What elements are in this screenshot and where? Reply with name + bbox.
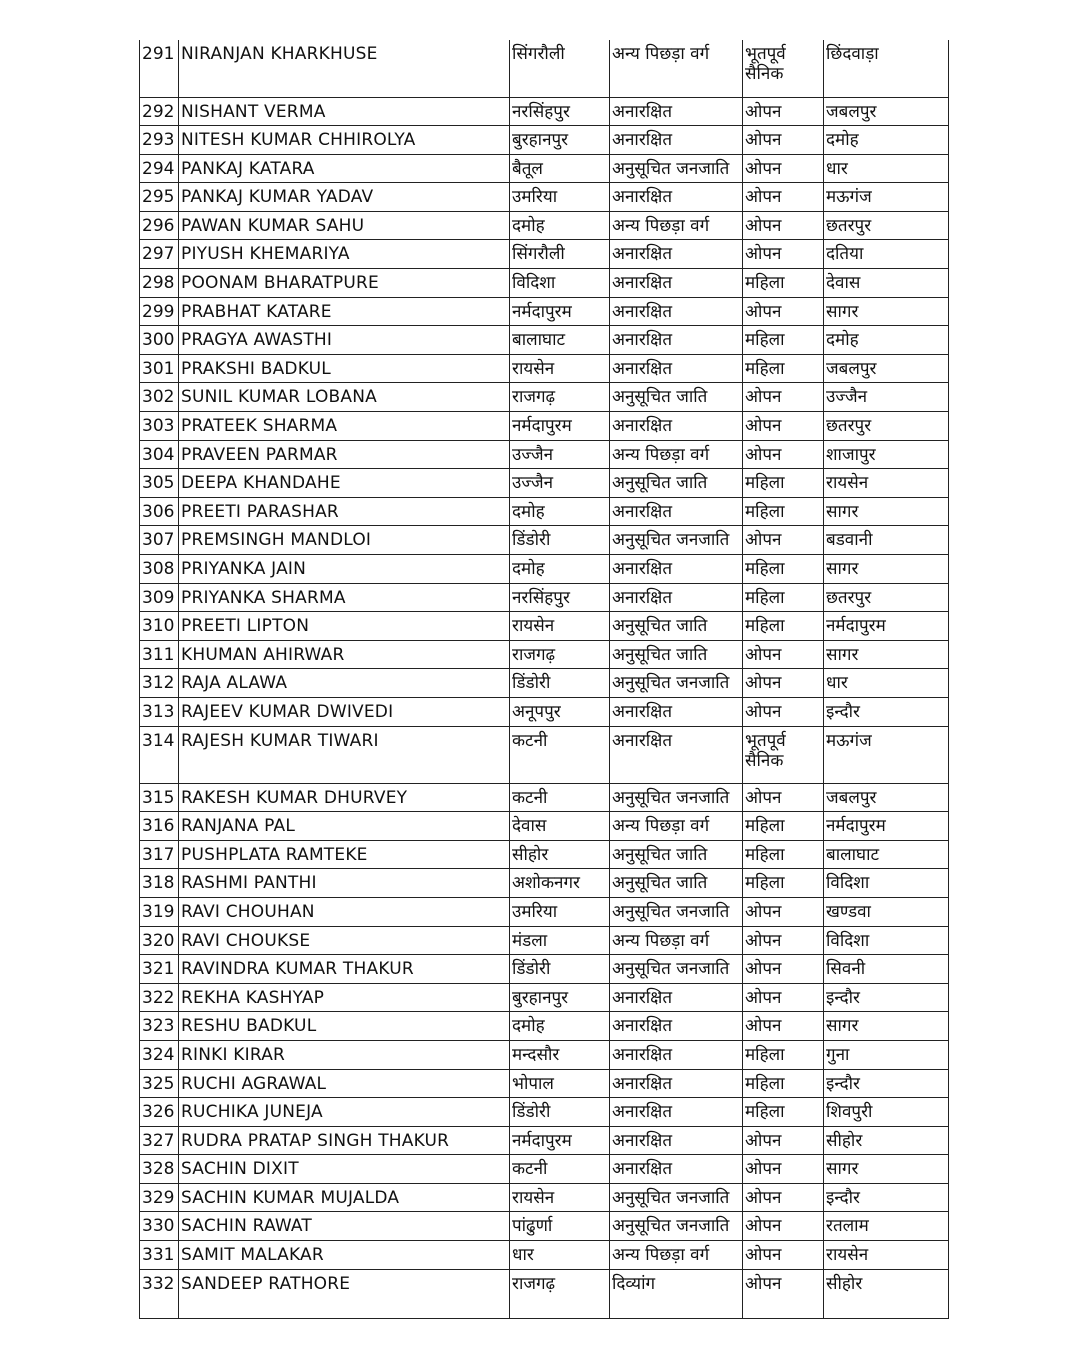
allotted-district-cell: मऊगंज bbox=[824, 183, 949, 212]
category-cell: अन्य पिछड़ा वर्ग bbox=[610, 926, 743, 955]
district-cell: डिंडोरी bbox=[510, 955, 610, 984]
subcategory-cell: ओपन bbox=[743, 1269, 824, 1318]
allotted-district-cell: जबलपुर bbox=[824, 354, 949, 383]
subcategory-cell: महिला bbox=[743, 269, 824, 298]
district-cell: उमरिया bbox=[510, 897, 610, 926]
district-cell: रायसेन bbox=[510, 612, 610, 641]
category-cell: अनुसूचित जनजाति bbox=[610, 783, 743, 812]
category-cell: अनुसूचित जाति bbox=[610, 612, 743, 641]
serial-number-cell: 312 bbox=[140, 669, 179, 698]
category-cell: अनुसूचित जनजाति bbox=[610, 897, 743, 926]
subcategory-cell: ओपन bbox=[743, 97, 824, 126]
candidate-name-cell: PRAKSHI BADKUL bbox=[179, 354, 510, 383]
allotted-district-cell: सागर bbox=[824, 1012, 949, 1041]
table-row bbox=[140, 354, 949, 383]
table-row bbox=[140, 983, 949, 1012]
category-cell: अनुसूचित जनजाति bbox=[610, 669, 743, 698]
serial-number-cell: 309 bbox=[140, 583, 179, 612]
district-cell: उमरिया bbox=[510, 183, 610, 212]
candidate-name-cell: REKHA KASHYAP bbox=[179, 983, 510, 1012]
serial-number-cell: 303 bbox=[140, 412, 179, 441]
candidate-name-cell: NISHANT VERMA bbox=[179, 97, 510, 126]
table-row bbox=[140, 555, 949, 584]
district-cell: बुरहानपुर bbox=[510, 983, 610, 1012]
serial-number-cell: 300 bbox=[140, 326, 179, 355]
district-cell: पांढुर्णा bbox=[510, 1212, 610, 1241]
serial-number-cell: 317 bbox=[140, 840, 179, 869]
category-cell: अनुसूचित जाति bbox=[610, 869, 743, 898]
category-cell: अन्य पिछड़ा वर्ग bbox=[610, 40, 743, 97]
serial-number-cell: 311 bbox=[140, 640, 179, 669]
serial-number-cell: 332 bbox=[140, 1269, 179, 1318]
subcategory-cell: ओपन bbox=[743, 126, 824, 155]
category-cell: अनारक्षित bbox=[610, 354, 743, 383]
table-row bbox=[140, 669, 949, 698]
serial-number-cell: 331 bbox=[140, 1241, 179, 1270]
district-cell: कटनी bbox=[510, 783, 610, 812]
subcategory-cell: महिला bbox=[743, 497, 824, 526]
district-cell: नरसिंहपुर bbox=[510, 583, 610, 612]
allotted-district-cell: दतिया bbox=[824, 240, 949, 269]
allotted-district-cell: छतरपुर bbox=[824, 211, 949, 240]
serial-number-cell: 294 bbox=[140, 154, 179, 183]
subcategory-cell: ओपन bbox=[743, 669, 824, 698]
district-cell: विदिशा bbox=[510, 269, 610, 298]
table-row bbox=[140, 897, 949, 926]
table-row bbox=[140, 97, 949, 126]
category-cell: अनारक्षित bbox=[610, 412, 743, 441]
serial-number-cell: 304 bbox=[140, 440, 179, 469]
serial-number-cell: 297 bbox=[140, 240, 179, 269]
allotted-district-cell: सागर bbox=[824, 1155, 949, 1184]
category-cell: अनुसूचित जनजाति bbox=[610, 955, 743, 984]
candidate-name-cell: SACHIN KUMAR MUJALDA bbox=[179, 1183, 510, 1212]
subcategory-cell: ओपन bbox=[743, 1126, 824, 1155]
subcategory-cell: ओपन bbox=[743, 640, 824, 669]
table-row bbox=[140, 869, 949, 898]
subcategory-cell: महिला bbox=[743, 612, 824, 641]
district-cell: डिंडोरी bbox=[510, 669, 610, 698]
allotted-district-cell: सागर bbox=[824, 555, 949, 584]
table-row bbox=[140, 697, 949, 726]
table-row bbox=[140, 583, 949, 612]
category-cell: अनुसूचित जनजाति bbox=[610, 1212, 743, 1241]
category-cell: अन्य पिछड़ा वर्ग bbox=[610, 1241, 743, 1270]
district-cell: बालाघाट bbox=[510, 326, 610, 355]
serial-number-cell: 307 bbox=[140, 526, 179, 555]
district-cell: दमोह bbox=[510, 1012, 610, 1041]
district-cell: कटनी bbox=[510, 726, 610, 783]
subcategory-cell: ओपन bbox=[743, 211, 824, 240]
district-cell: सीहोर bbox=[510, 840, 610, 869]
candidate-table-body bbox=[140, 40, 949, 1318]
table-row bbox=[140, 1040, 949, 1069]
subcategory-cell: महिला bbox=[743, 1040, 824, 1069]
subcategory-cell: महिला bbox=[743, 326, 824, 355]
serial-number-cell: 313 bbox=[140, 697, 179, 726]
candidate-name-cell: RANJANA PAL bbox=[179, 812, 510, 841]
serial-number-cell: 314 bbox=[140, 726, 179, 783]
category-cell: अनारक्षित bbox=[610, 126, 743, 155]
category-cell: अनुसूचित जनजाति bbox=[610, 1183, 743, 1212]
category-cell: अनारक्षित bbox=[610, 1155, 743, 1184]
category-cell: अनुसूचित जाति bbox=[610, 640, 743, 669]
serial-number-cell: 328 bbox=[140, 1155, 179, 1184]
category-cell: अनारक्षित bbox=[610, 269, 743, 298]
table-row bbox=[140, 612, 949, 641]
serial-number-cell: 329 bbox=[140, 1183, 179, 1212]
serial-number-cell: 302 bbox=[140, 383, 179, 412]
district-cell: मन्दसौर bbox=[510, 1040, 610, 1069]
district-cell: नर्मदापुरम bbox=[510, 412, 610, 441]
serial-number-cell: 299 bbox=[140, 297, 179, 326]
candidate-name-cell: PREMSINGH MANDLOI bbox=[179, 526, 510, 555]
allotted-district-cell: सिवनी bbox=[824, 955, 949, 984]
category-cell: अनुसूचित जाति bbox=[610, 840, 743, 869]
allotted-district-cell: बालाघाट bbox=[824, 840, 949, 869]
category-cell: अन्य पिछड़ा वर्ग bbox=[610, 812, 743, 841]
subcategory-cell: ओपन bbox=[743, 154, 824, 183]
table-row bbox=[140, 812, 949, 841]
allotted-district-cell: सागर bbox=[824, 640, 949, 669]
category-cell: अनारक्षित bbox=[610, 1098, 743, 1127]
candidate-name-cell: PREETI LIPTON bbox=[179, 612, 510, 641]
candidate-name-cell: PRIYANKA SHARMA bbox=[179, 583, 510, 612]
district-cell: रायसेन bbox=[510, 1183, 610, 1212]
serial-number-cell: 316 bbox=[140, 812, 179, 841]
subcategory-cell: महिला bbox=[743, 583, 824, 612]
district-cell: मंडला bbox=[510, 926, 610, 955]
subcategory-cell: ओपन bbox=[743, 783, 824, 812]
category-cell: अनारक्षित bbox=[610, 1126, 743, 1155]
category-cell: अनुसूचित जाति bbox=[610, 383, 743, 412]
candidate-name-cell: SAMIT MALAKAR bbox=[179, 1241, 510, 1270]
allotted-district-cell: जबलपुर bbox=[824, 97, 949, 126]
table-row bbox=[140, 1126, 949, 1155]
candidate-name-cell: PAWAN KUMAR SAHU bbox=[179, 211, 510, 240]
category-cell: अनारक्षित bbox=[610, 583, 743, 612]
serial-number-cell: 327 bbox=[140, 1126, 179, 1155]
candidate-name-cell: PIYUSH KHEMARIYA bbox=[179, 240, 510, 269]
candidate-name-cell: KHUMAN AHIRWAR bbox=[179, 640, 510, 669]
subcategory-cell: महिला bbox=[743, 469, 824, 498]
allotted-district-cell: देवास bbox=[824, 269, 949, 298]
table-row bbox=[140, 297, 949, 326]
candidate-name-cell: NIRANJAN KHARKHUSE bbox=[179, 40, 510, 97]
allotted-district-cell: जबलपुर bbox=[824, 783, 949, 812]
serial-number-cell: 324 bbox=[140, 1040, 179, 1069]
candidate-name-cell: PRABHAT KATARE bbox=[179, 297, 510, 326]
subcategory-cell: महिला bbox=[743, 354, 824, 383]
serial-number-cell: 301 bbox=[140, 354, 179, 383]
subcategory-cell: महिला bbox=[743, 555, 824, 584]
serial-number-cell: 293 bbox=[140, 126, 179, 155]
allotted-district-cell: धार bbox=[824, 669, 949, 698]
serial-number-cell: 326 bbox=[140, 1098, 179, 1127]
allotted-district-cell: इन्दौर bbox=[824, 1069, 949, 1098]
category-cell: अनुसूचित जाति bbox=[610, 469, 743, 498]
candidate-name-cell: PRATEEK SHARMA bbox=[179, 412, 510, 441]
serial-number-cell: 330 bbox=[140, 1212, 179, 1241]
table-row bbox=[140, 269, 949, 298]
allotted-district-cell: सागर bbox=[824, 497, 949, 526]
allotted-district-cell: नर्मदापुरम bbox=[824, 612, 949, 641]
serial-number-cell: 296 bbox=[140, 211, 179, 240]
candidate-name-cell: RASHMI PANTHI bbox=[179, 869, 510, 898]
table-row bbox=[140, 40, 949, 97]
allotted-district-cell: गुना bbox=[824, 1040, 949, 1069]
district-cell: देवास bbox=[510, 812, 610, 841]
subcategory-cell: ओपन bbox=[743, 240, 824, 269]
category-cell: अनारक्षित bbox=[610, 297, 743, 326]
allotted-district-cell: उज्जैन bbox=[824, 383, 949, 412]
subcategory-cell: ओपन bbox=[743, 955, 824, 984]
district-cell: डिंडोरी bbox=[510, 526, 610, 555]
candidate-name-cell: RAVI CHOUHAN bbox=[179, 897, 510, 926]
district-cell: बैतूल bbox=[510, 154, 610, 183]
table-row bbox=[140, 240, 949, 269]
category-cell: अनारक्षित bbox=[610, 1040, 743, 1069]
allotted-district-cell: सीहोर bbox=[824, 1126, 949, 1155]
district-cell: अशोकनगर bbox=[510, 869, 610, 898]
table-row bbox=[140, 126, 949, 155]
allotted-district-cell: विदिशा bbox=[824, 869, 949, 898]
candidate-name-cell: RAVI CHOUKSE bbox=[179, 926, 510, 955]
subcategory-cell: ओपन bbox=[743, 926, 824, 955]
candidate-name-cell: PANKAJ KATARA bbox=[179, 154, 510, 183]
allotted-district-cell: दमोह bbox=[824, 126, 949, 155]
candidate-table bbox=[139, 40, 949, 1319]
district-cell: सिंगरौली bbox=[510, 40, 610, 97]
table-row bbox=[140, 783, 949, 812]
subcategory-cell: ओपन bbox=[743, 1241, 824, 1270]
serial-number-cell: 308 bbox=[140, 555, 179, 584]
allotted-district-cell: रायसेन bbox=[824, 469, 949, 498]
table-row bbox=[140, 526, 949, 555]
table-row bbox=[140, 955, 949, 984]
serial-number-cell: 295 bbox=[140, 183, 179, 212]
table-row bbox=[140, 469, 949, 498]
category-cell: अनुसूचित जनजाति bbox=[610, 154, 743, 183]
subcategory-cell: भूतपूर्व सैनिक bbox=[743, 726, 824, 783]
district-cell: राजगढ़ bbox=[510, 383, 610, 412]
category-cell: अनारक्षित bbox=[610, 983, 743, 1012]
district-cell: नर्मदापुरम bbox=[510, 1126, 610, 1155]
candidate-name-cell: SUNIL KUMAR LOBANA bbox=[179, 383, 510, 412]
category-cell: अनारक्षित bbox=[610, 497, 743, 526]
candidate-name-cell: PREETI PARASHAR bbox=[179, 497, 510, 526]
table-row bbox=[140, 1155, 949, 1184]
district-cell: रायसेन bbox=[510, 354, 610, 383]
candidate-name-cell: DEEPA KHANDAHE bbox=[179, 469, 510, 498]
subcategory-cell: ओपन bbox=[743, 1183, 824, 1212]
allotted-district-cell: छतरपुर bbox=[824, 412, 949, 441]
serial-number-cell: 325 bbox=[140, 1069, 179, 1098]
candidate-name-cell: RUCHIKA JUNEJA bbox=[179, 1098, 510, 1127]
district-cell: दमोह bbox=[510, 211, 610, 240]
subcategory-cell: महिला bbox=[743, 1069, 824, 1098]
candidate-name-cell: RUCHI AGRAWAL bbox=[179, 1069, 510, 1098]
serial-number-cell: 315 bbox=[140, 783, 179, 812]
category-cell: अनारक्षित bbox=[610, 240, 743, 269]
serial-number-cell: 318 bbox=[140, 869, 179, 898]
allotted-district-cell: धार bbox=[824, 154, 949, 183]
candidate-name-cell: SACHIN RAWAT bbox=[179, 1212, 510, 1241]
table-row bbox=[140, 1069, 949, 1098]
subcategory-cell: ओपन bbox=[743, 297, 824, 326]
category-cell: अनारक्षित bbox=[610, 1012, 743, 1041]
table-row bbox=[140, 440, 949, 469]
district-cell: उज्जैन bbox=[510, 469, 610, 498]
candidate-name-cell: POONAM BHARATPURE bbox=[179, 269, 510, 298]
subcategory-cell: महिला bbox=[743, 1098, 824, 1127]
category-cell: अनारक्षित bbox=[610, 555, 743, 584]
table-row bbox=[140, 1098, 949, 1127]
table-row bbox=[140, 1241, 949, 1270]
candidate-name-cell: PUSHPLATA RAMTEKE bbox=[179, 840, 510, 869]
category-cell: अनारक्षित bbox=[610, 697, 743, 726]
allotted-district-cell: बडवानी bbox=[824, 526, 949, 555]
candidate-name-cell: SACHIN DIXIT bbox=[179, 1155, 510, 1184]
category-cell: अनारक्षित bbox=[610, 183, 743, 212]
subcategory-cell: ओपन bbox=[743, 183, 824, 212]
district-cell: बुरहानपुर bbox=[510, 126, 610, 155]
serial-number-cell: 306 bbox=[140, 497, 179, 526]
serial-number-cell: 321 bbox=[140, 955, 179, 984]
subcategory-cell: ओपन bbox=[743, 897, 824, 926]
candidate-name-cell: SANDEEP RATHORE bbox=[179, 1269, 510, 1318]
subcategory-cell: भूतपूर्व सैनिक bbox=[743, 40, 824, 97]
candidate-name-cell: RAVINDRA KUMAR THAKUR bbox=[179, 955, 510, 984]
table-row bbox=[140, 412, 949, 441]
table-row bbox=[140, 1269, 949, 1318]
allotted-district-cell: खण्डवा bbox=[824, 897, 949, 926]
serial-number-cell: 292 bbox=[140, 97, 179, 126]
candidate-name-cell: RAJEEV KUMAR DWIVEDI bbox=[179, 697, 510, 726]
serial-number-cell: 319 bbox=[140, 897, 179, 926]
candidate-name-cell: PRAGYA AWASTHI bbox=[179, 326, 510, 355]
candidate-name-cell: RUDRA PRATAP SINGH THAKUR bbox=[179, 1126, 510, 1155]
district-cell: नरसिंहपुर bbox=[510, 97, 610, 126]
serial-number-cell: 305 bbox=[140, 469, 179, 498]
category-cell: अनारक्षित bbox=[610, 726, 743, 783]
category-cell: अनुसूचित जनजाति bbox=[610, 526, 743, 555]
table-row bbox=[140, 497, 949, 526]
table-row bbox=[140, 383, 949, 412]
allotted-district-cell: इन्दौर bbox=[824, 697, 949, 726]
district-cell: दमोह bbox=[510, 497, 610, 526]
allotted-district-cell: नर्मदापुरम bbox=[824, 812, 949, 841]
table-row bbox=[140, 926, 949, 955]
candidate-name-cell: RINKI KIRAR bbox=[179, 1040, 510, 1069]
subcategory-cell: ओपन bbox=[743, 697, 824, 726]
allotted-district-cell: इन्दौर bbox=[824, 1183, 949, 1212]
table-row bbox=[140, 1183, 949, 1212]
subcategory-cell: ओपन bbox=[743, 983, 824, 1012]
candidate-name-cell: RAJESH KUMAR TIWARI bbox=[179, 726, 510, 783]
district-cell: धार bbox=[510, 1241, 610, 1270]
candidate-name-cell: PRAVEEN PARMAR bbox=[179, 440, 510, 469]
allotted-district-cell: शिवपुरी bbox=[824, 1098, 949, 1127]
candidate-name-cell: RAKESH KUMAR DHURVEY bbox=[179, 783, 510, 812]
table-row bbox=[140, 183, 949, 212]
district-cell: कटनी bbox=[510, 1155, 610, 1184]
candidate-name-cell: RAJA ALAWA bbox=[179, 669, 510, 698]
allotted-district-cell: छतरपुर bbox=[824, 583, 949, 612]
subcategory-cell: ओपन bbox=[743, 383, 824, 412]
allotted-district-cell: विदिशा bbox=[824, 926, 949, 955]
serial-number-cell: 322 bbox=[140, 983, 179, 1012]
subcategory-cell: महिला bbox=[743, 840, 824, 869]
table-row bbox=[140, 1012, 949, 1041]
allotted-district-cell: रायसेन bbox=[824, 1241, 949, 1270]
table-row bbox=[140, 726, 949, 783]
category-cell: अनारक्षित bbox=[610, 1069, 743, 1098]
category-cell: दिव्यांग bbox=[610, 1269, 743, 1318]
candidate-name-cell: PANKAJ KUMAR YADAV bbox=[179, 183, 510, 212]
table-row bbox=[140, 154, 949, 183]
district-cell: सिंगरौली bbox=[510, 240, 610, 269]
subcategory-cell: ओपन bbox=[743, 526, 824, 555]
allotted-district-cell: रतलाम bbox=[824, 1212, 949, 1241]
candidate-name-cell: NITESH KUMAR CHHIROLYA bbox=[179, 126, 510, 155]
district-cell: दमोह bbox=[510, 555, 610, 584]
allotted-district-cell: दमोह bbox=[824, 326, 949, 355]
table-row bbox=[140, 840, 949, 869]
category-cell: अनारक्षित bbox=[610, 97, 743, 126]
category-cell: अन्य पिछड़ा वर्ग bbox=[610, 440, 743, 469]
subcategory-cell: ओपन bbox=[743, 412, 824, 441]
district-cell: अनूपपुर bbox=[510, 697, 610, 726]
district-cell: भोपाल bbox=[510, 1069, 610, 1098]
allotted-district-cell: छिंदवाड़ा bbox=[824, 40, 949, 97]
serial-number-cell: 298 bbox=[140, 269, 179, 298]
district-cell: राजगढ़ bbox=[510, 1269, 610, 1318]
serial-number-cell: 320 bbox=[140, 926, 179, 955]
allotted-district-cell: शाजापुर bbox=[824, 440, 949, 469]
category-cell: अनारक्षित bbox=[610, 326, 743, 355]
serial-number-cell: 291 bbox=[140, 40, 179, 97]
district-cell: राजगढ़ bbox=[510, 640, 610, 669]
allotted-district-cell: सीहोर bbox=[824, 1269, 949, 1318]
category-cell: अन्य पिछड़ा वर्ग bbox=[610, 211, 743, 240]
district-cell: डिंडोरी bbox=[510, 1098, 610, 1127]
serial-number-cell: 323 bbox=[140, 1012, 179, 1041]
subcategory-cell: महिला bbox=[743, 869, 824, 898]
table-row bbox=[140, 640, 949, 669]
subcategory-cell: ओपन bbox=[743, 440, 824, 469]
district-cell: नर्मदापुरम bbox=[510, 297, 610, 326]
serial-number-cell: 310 bbox=[140, 612, 179, 641]
table-row bbox=[140, 211, 949, 240]
allotted-district-cell: सागर bbox=[824, 297, 949, 326]
subcategory-cell: ओपन bbox=[743, 1155, 824, 1184]
subcategory-cell: महिला bbox=[743, 812, 824, 841]
table-row bbox=[140, 326, 949, 355]
district-cell: उज्जैन bbox=[510, 440, 610, 469]
subcategory-cell: ओपन bbox=[743, 1012, 824, 1041]
allotted-district-cell: इन्दौर bbox=[824, 983, 949, 1012]
candidate-name-cell: PRIYANKA JAIN bbox=[179, 555, 510, 584]
table-row bbox=[140, 1212, 949, 1241]
subcategory-cell: ओपन bbox=[743, 1212, 824, 1241]
allotted-district-cell: मऊगंज bbox=[824, 726, 949, 783]
candidate-name-cell: RESHU BADKUL bbox=[179, 1012, 510, 1041]
